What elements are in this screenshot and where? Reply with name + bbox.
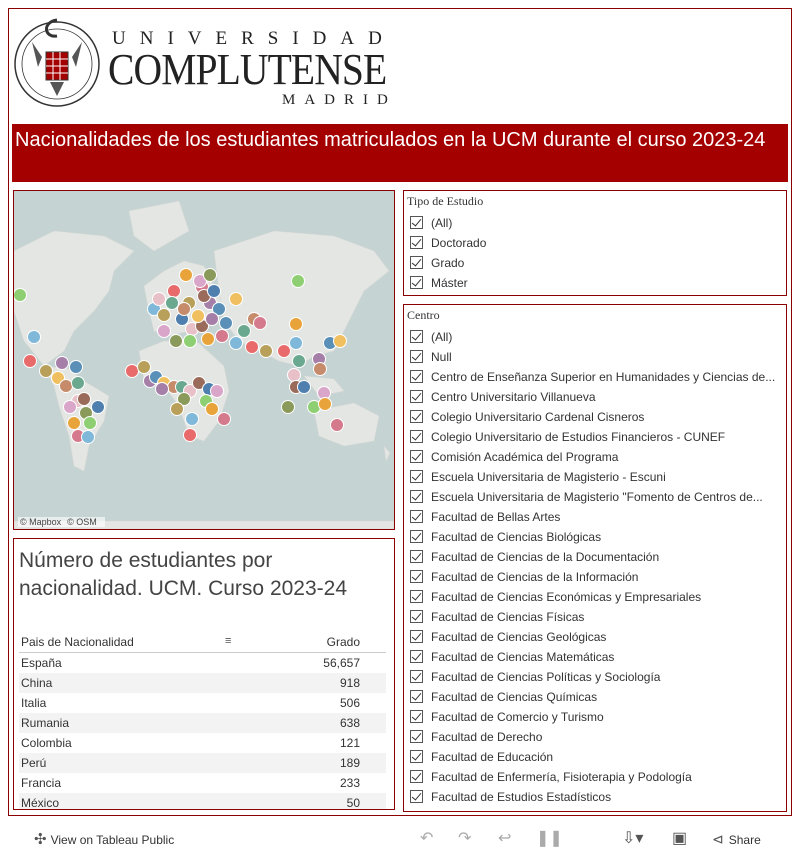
filter-option[interactable]: (All) [410, 213, 452, 233]
filter-option[interactable]: Colegio Universitario de Estudios Financieros - CUNEF [410, 427, 725, 447]
checkbox-icon[interactable] [410, 390, 423, 403]
undo-icon[interactable]: ↶ [420, 830, 434, 847]
filter-option[interactable]: Escuela Universitaria de Magisterio "Fomento de Centros de... [410, 487, 763, 507]
table-row[interactable]: Rumania 638 [19, 713, 386, 733]
filter-option[interactable]: Facultad de Ciencias Biológicas [410, 527, 601, 547]
share-icon: ⊲ [712, 831, 724, 847]
filter-option[interactable]: Facultad de Derecho [410, 727, 542, 747]
table-row[interactable]: China 918 [19, 673, 386, 693]
table-header [19, 635, 386, 653]
table-row[interactable]: Italia 506 [21, 696, 360, 710]
filter-option[interactable]: Facultad de Educación [410, 747, 553, 767]
checkbox-icon[interactable] [410, 790, 423, 803]
country-marker[interactable] [278, 345, 291, 358]
country-marker[interactable] [331, 419, 344, 432]
country-marker[interactable] [186, 413, 199, 426]
filter-option[interactable]: Facultad de Ciencias de la Documentación [410, 547, 659, 567]
checkbox-icon[interactable] [410, 530, 423, 543]
country-marker[interactable] [180, 269, 193, 282]
country-marker[interactable] [254, 317, 267, 330]
download-icon[interactable]: ⇩▾ [622, 830, 644, 847]
filter-option[interactable]: Grado [410, 253, 464, 273]
filter-option[interactable]: Colegio Universitario Cardenal Cisneros [410, 407, 644, 427]
checkbox-icon[interactable] [410, 570, 423, 583]
country-marker[interactable] [126, 365, 139, 378]
country-marker[interactable] [138, 361, 151, 374]
country-marker[interactable] [60, 380, 73, 393]
filter-centro-title: Centro [407, 308, 440, 322]
checkbox-icon[interactable] [410, 670, 423, 683]
checkbox-icon[interactable] [410, 590, 423, 603]
filter-option[interactable]: Centro de Enseñanza Superior en Humanidades y Ciencias de... [410, 367, 775, 387]
filter-option[interactable]: Facultad de Ciencias Económicas y Empresariales [410, 587, 701, 607]
map-attribution[interactable] [18, 517, 105, 527]
column-header-grado[interactable]: Grado [326, 635, 360, 649]
checkbox-icon[interactable] [410, 490, 423, 503]
tableau-toolbar [0, 822, 800, 852]
country-marker[interactable] [298, 381, 311, 394]
filter-option[interactable]: Centro Universitario Villanueva [410, 387, 596, 407]
country-marker[interactable] [290, 337, 303, 350]
country-marker[interactable] [24, 355, 37, 368]
checkbox-icon[interactable] [410, 410, 423, 423]
university-city: MADRID [282, 92, 397, 108]
country-marker[interactable] [158, 325, 171, 338]
table-rows [19, 653, 386, 810]
country-marker[interactable] [204, 269, 217, 282]
filter-option[interactable]: Facultad de Ciencias de la Información [410, 567, 638, 587]
checkbox-icon[interactable] [410, 510, 423, 523]
checkbox-icon[interactable] [410, 690, 423, 703]
country-marker[interactable] [292, 275, 305, 288]
checkbox-icon[interactable] [410, 770, 423, 783]
country-marker[interactable] [171, 403, 184, 416]
country-marker[interactable] [153, 293, 166, 306]
checkbox-icon[interactable] [410, 550, 423, 563]
filter-centro [403, 304, 787, 812]
country-marker[interactable] [206, 313, 219, 326]
country-marker[interactable] [230, 293, 243, 306]
country-marker[interactable] [70, 361, 83, 374]
checkbox-icon[interactable] [410, 276, 423, 289]
page-title: Nacionalidades de los estudiantes matriculados en la UCM durante el curso 2023-24 [12, 124, 788, 182]
country-marker[interactable] [64, 401, 77, 414]
country-marker[interactable] [218, 413, 231, 426]
nationality-table [13, 538, 395, 810]
filter-option[interactable]: Facultad de Ciencias Físicas [410, 607, 584, 627]
filter-option[interactable]: (All) [410, 327, 452, 347]
attribution-osm[interactable]: © OSM [67, 517, 97, 527]
country-marker[interactable] [28, 331, 41, 344]
country-marker[interactable] [208, 285, 221, 298]
tableau-logo-icon: ✣ [34, 831, 47, 848]
table-row[interactable]: Perú 189 [19, 753, 386, 773]
country-marker[interactable] [170, 335, 183, 348]
checkbox-icon[interactable] [410, 710, 423, 723]
country-marker[interactable] [260, 345, 273, 358]
country-marker[interactable] [84, 417, 97, 430]
filter-option[interactable]: Null [410, 347, 452, 367]
table-row[interactable]: México 50 [19, 793, 386, 810]
fullscreen-icon[interactable]: ▣ [672, 830, 688, 847]
filter-option[interactable]: Escuela Universitaria de Magisterio - Escuni [410, 467, 666, 487]
filter-option[interactable]: Máster [410, 273, 468, 293]
university-name-main: COMPLUTENSE [108, 45, 387, 94]
filter-option[interactable]: Facultad de Ciencias Matemáticas [410, 647, 614, 667]
table-row[interactable]: Colombia 121 [21, 736, 360, 750]
checkbox-icon[interactable] [410, 650, 423, 663]
country-marker[interactable] [158, 309, 171, 322]
table-row[interactable]: España 56,657 [21, 656, 360, 670]
checkbox-icon[interactable] [410, 750, 423, 763]
checkbox-icon[interactable] [410, 330, 423, 343]
country-marker[interactable] [334, 335, 347, 348]
ucm-seal-logo [12, 12, 102, 114]
country-marker[interactable] [92, 401, 105, 414]
country-marker[interactable] [288, 369, 301, 382]
university-name-top: UNIVERSIDAD [112, 28, 396, 49]
filter-option[interactable]: Facultad de Comercio y Turismo [410, 707, 604, 727]
map-canvas[interactable] [14, 191, 394, 529]
filter-option[interactable]: Facultad de Bellas Artes [410, 507, 560, 527]
checkbox-icon[interactable] [410, 350, 423, 363]
filter-option[interactable]: Facultad de Ciencias Químicas [410, 687, 597, 707]
redo-icon[interactable]: ↷ [458, 830, 472, 847]
country-marker[interactable] [220, 317, 233, 330]
checkbox-icon[interactable] [410, 430, 423, 443]
world-map[interactable] [13, 190, 395, 530]
country-marker[interactable] [166, 297, 179, 310]
checkbox-icon[interactable] [410, 630, 423, 643]
country-marker[interactable] [216, 330, 229, 343]
checkbox-icon[interactable] [410, 236, 423, 249]
country-marker[interactable] [40, 365, 53, 378]
country-marker[interactable] [184, 335, 197, 348]
country-marker[interactable] [82, 431, 95, 444]
country-marker[interactable] [230, 337, 243, 350]
country-marker[interactable] [178, 303, 191, 316]
country-marker[interactable] [14, 289, 27, 302]
country-marker[interactable] [68, 417, 81, 430]
filter-option[interactable]: Facultad de Ciencias Políticas y Sociología [410, 667, 660, 687]
country-marker[interactable] [156, 383, 169, 396]
country-marker[interactable] [290, 318, 303, 331]
filter-tipo-title: Tipo de Estudio [407, 194, 484, 208]
filter-option[interactable]: Facultad de Enfermería, Fisioterapia y Podología [410, 767, 692, 787]
country-marker[interactable] [314, 363, 327, 376]
filter-option[interactable]: Facultad de Ciencias Geológicas [410, 627, 606, 647]
revert-icon[interactable]: ↩ [498, 830, 512, 847]
country-marker[interactable] [168, 285, 181, 298]
checkbox-icon[interactable] [410, 470, 423, 483]
sort-icon[interactable]: ≡ [225, 635, 232, 647]
country-marker[interactable] [246, 341, 259, 354]
filter-option[interactable]: Facultad de Estudios Estadísticos [410, 787, 611, 807]
country-marker[interactable] [192, 310, 205, 323]
checkbox-icon[interactable] [410, 730, 423, 743]
attribution-mapbox[interactable]: © Mapbox [20, 517, 62, 527]
country-marker[interactable] [206, 403, 219, 416]
country-marker[interactable] [293, 355, 306, 368]
country-marker[interactable] [56, 357, 69, 370]
country-marker[interactable] [184, 429, 197, 442]
country-marker[interactable] [211, 385, 224, 398]
filter-option[interactable]: Comisión Académica del Programa [410, 447, 618, 467]
pause-icon[interactable]: ❚❚ [536, 830, 563, 847]
checkbox-icon[interactable] [410, 256, 423, 269]
country-marker[interactable] [238, 325, 251, 338]
country-marker[interactable] [78, 393, 91, 406]
country-marker[interactable] [282, 401, 295, 414]
filter-tipo-estudio [403, 190, 787, 296]
filter-option[interactable]: Doctorado [410, 233, 486, 253]
checkbox-icon[interactable] [410, 450, 423, 463]
view-on-tableau-link[interactable]: ✣ View on Tableau Public [34, 831, 175, 848]
country-marker[interactable] [319, 398, 332, 411]
table-title: Número de estudiantes por nacionalidad. UCM. Curso 2023-24 [19, 549, 348, 600]
table-row[interactable]: Francia 233 [21, 776, 360, 790]
country-marker[interactable] [202, 333, 215, 346]
checkbox-icon[interactable] [410, 610, 423, 623]
share-button[interactable]: ⊲ Share [712, 831, 761, 847]
checkbox-icon[interactable] [410, 216, 423, 229]
checkbox-icon[interactable] [410, 370, 423, 383]
country-marker[interactable] [72, 377, 85, 390]
column-header-country[interactable]: Pais de Nacionalidad [21, 635, 134, 649]
